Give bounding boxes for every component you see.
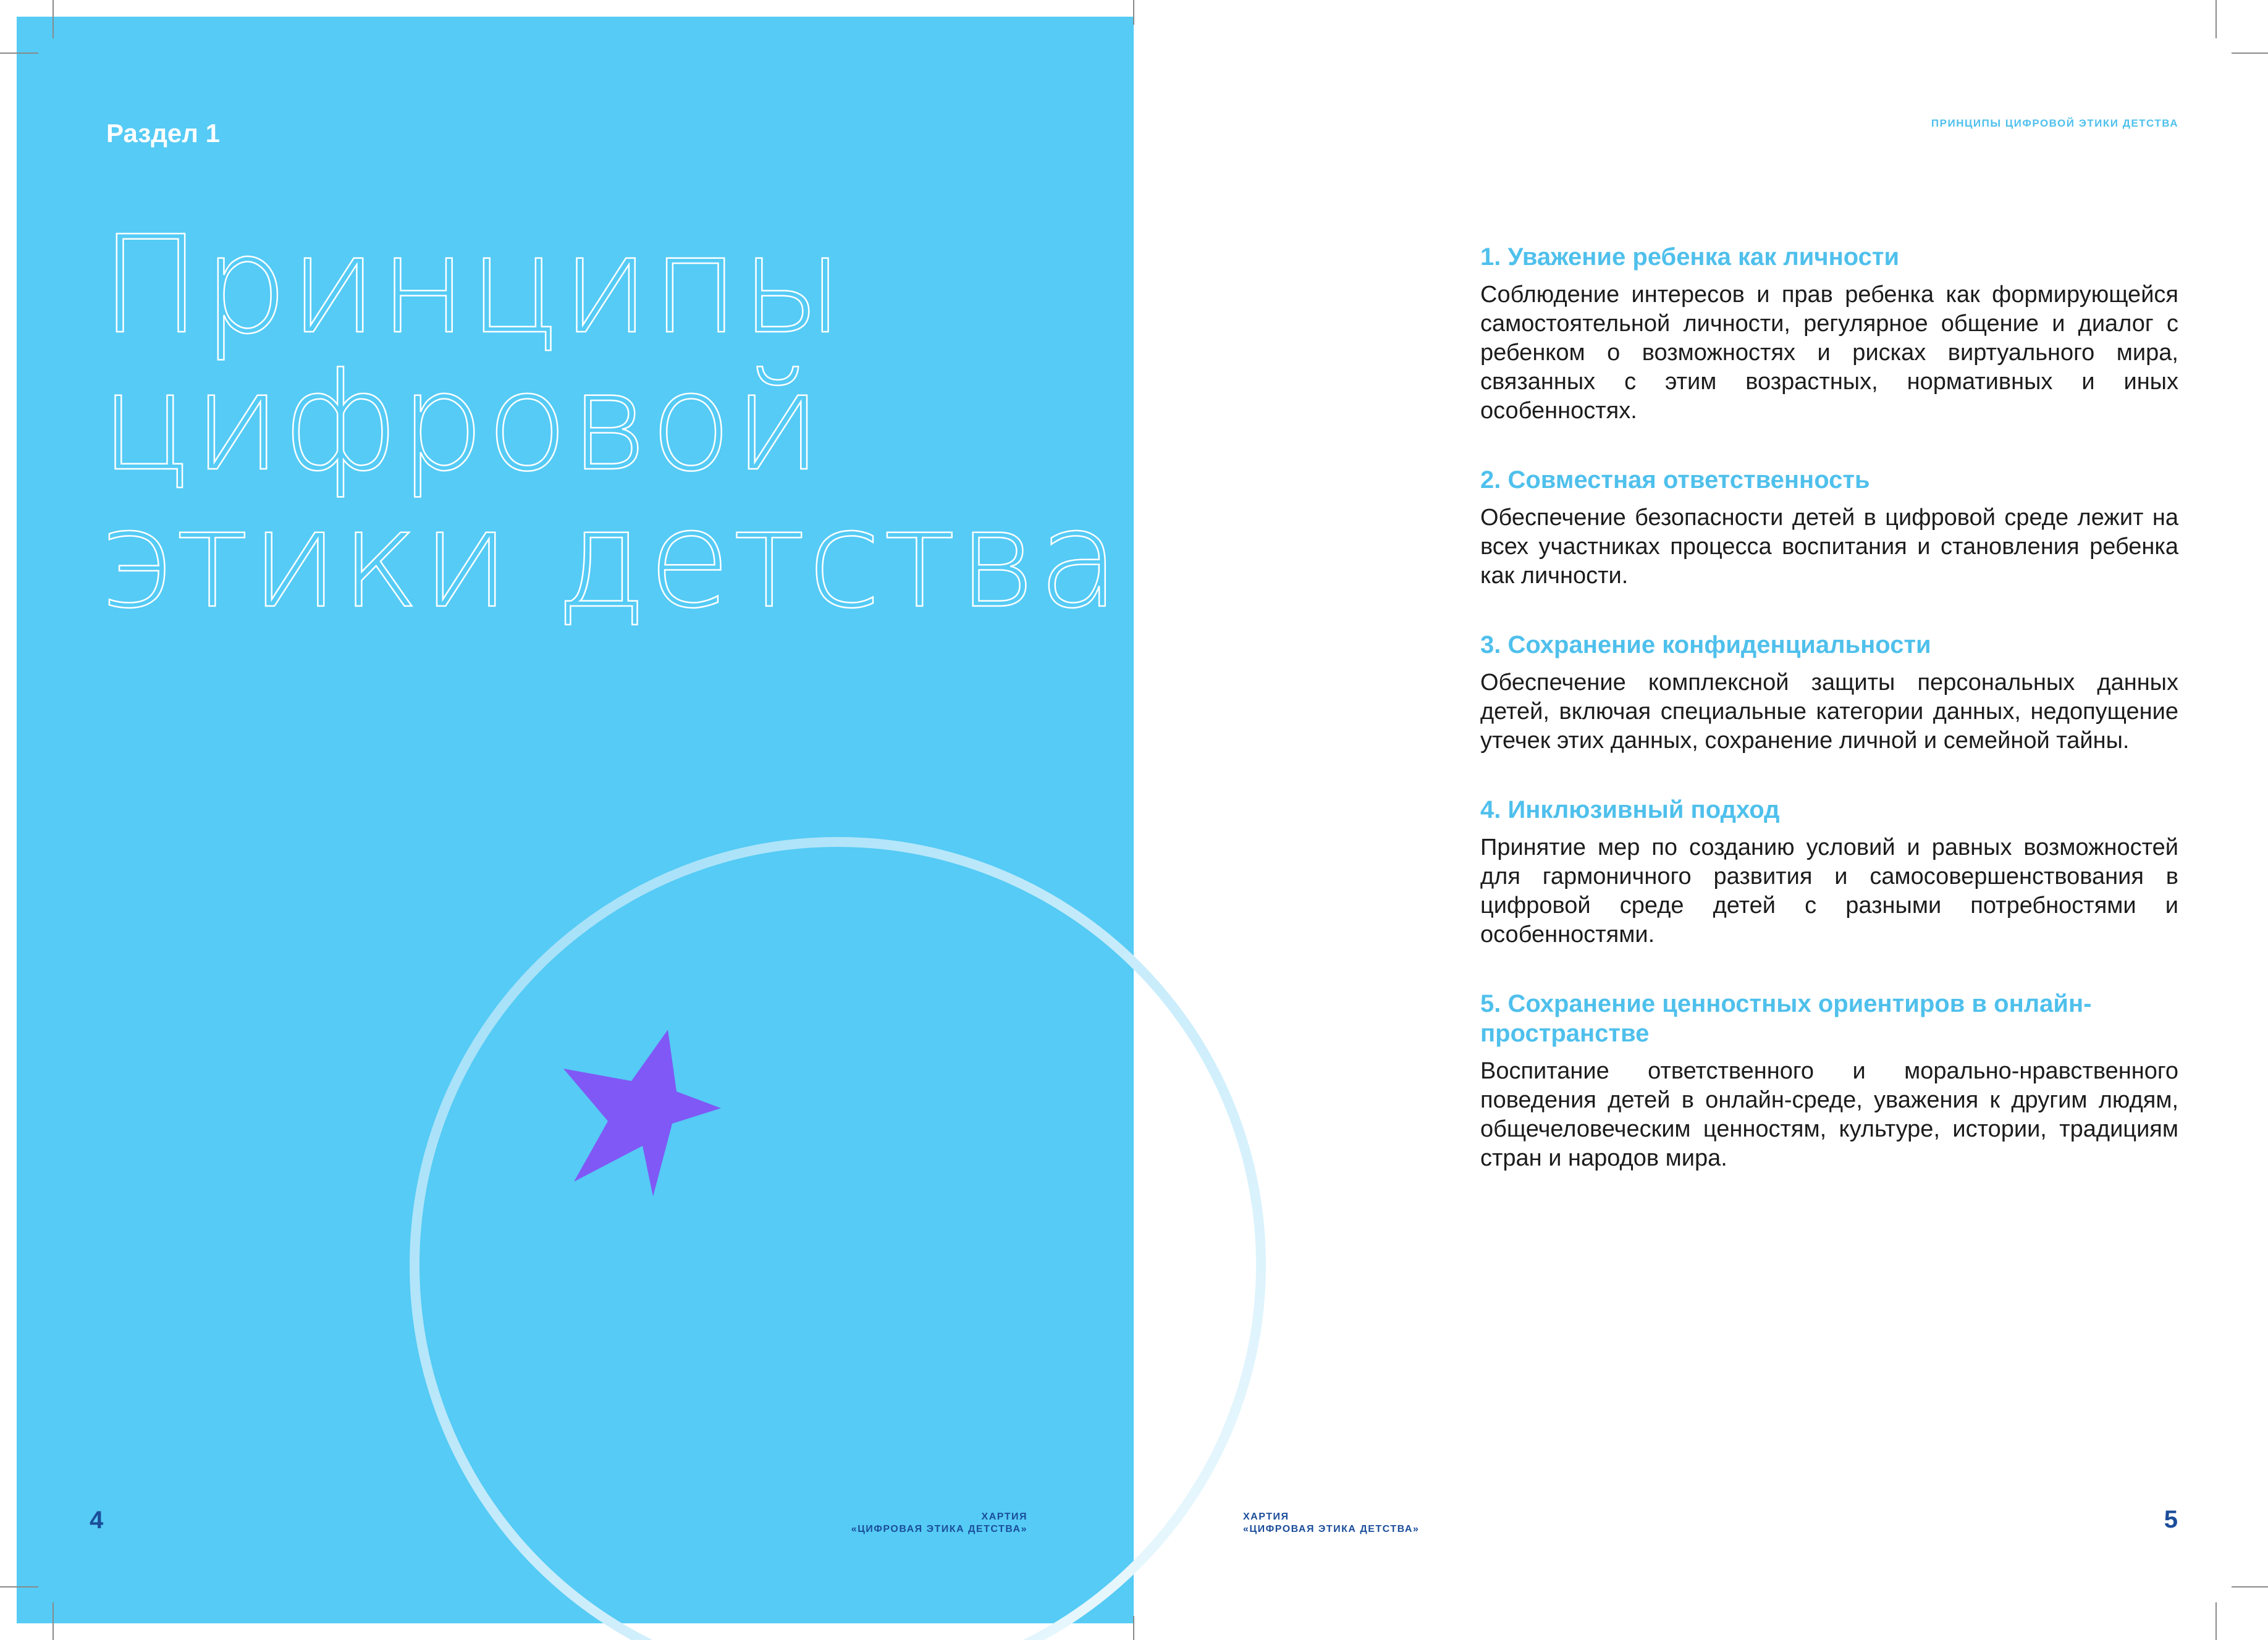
crop-mark xyxy=(2215,1602,2217,1640)
crop-mark xyxy=(1133,1616,1134,1640)
principle-body: Воспитание ответственного и морально-нравственного поведения детей в онлайн-среде, уважения к другим людям, общечеловеческим ценностям, культуре, истории, традициям стран и народов мира. xyxy=(1480,1058,2178,1171)
principle-body: Обеспечение комплексной защиты персональных данных детей, включая специальные категории данных, недопущение утечек этих данных, сохранение личной и семейной тайны. xyxy=(1480,670,2178,754)
footer-left-line-2: «ЦИФРОВАЯ ЭТИКА ДЕТСТВА» xyxy=(851,1524,1027,1534)
crop-mark xyxy=(1133,0,1134,25)
crop-mark xyxy=(53,0,54,38)
footer-left-line-1: ХАРТИЯ xyxy=(981,1512,1027,1522)
crop-mark xyxy=(2232,53,2268,54)
principle-body: Обеспечение безопасности детей в цифровой среде лежит на всех участниках процесса воспитания и становления ребенка как личности. xyxy=(1480,505,2178,589)
section-label: Раздел 1 xyxy=(106,119,220,148)
title-line-3: этики детства xyxy=(100,482,1122,638)
star-icon xyxy=(563,1030,724,1196)
principle-title: 1. Уважение ребенка как личности xyxy=(1480,243,1900,271)
crop-mark xyxy=(2232,1586,2268,1587)
principle-item xyxy=(1480,242,2178,426)
title-line-1: Принципы xyxy=(100,208,845,364)
running-head: ПРИНЦИПЫ ЦИФРОВОЙ ЭТИКИ ДЕТСТВА xyxy=(1931,117,2178,129)
title-line-2: цифровой xyxy=(100,345,824,501)
principle-title: 3. Сохранение конфиденциальности xyxy=(1480,631,1931,658)
crop-mark xyxy=(2215,0,2217,38)
footer-right-line-1: ХАРТИЯ xyxy=(1243,1512,1289,1522)
principle-item xyxy=(1480,630,2178,755)
crop-mark xyxy=(0,53,38,54)
principle-item xyxy=(1480,795,2178,949)
principle-title: 4. Инклюзивный подход xyxy=(1480,796,1780,823)
principle-body: Принятие мер по созданию условий и равных возможностей для гармоничного развития и самосовершенствования в цифровой среде детей с разными потребностями и особенностями. xyxy=(1480,835,2178,948)
principle-body: Соблюдение интересов и прав ребенка как формирующейся самостоятельной личности, регулярное общение и диалог с ребенком о возможностях и рисках виртуального мира, связанных с этим возрастных, нормативных и иных особенностях. xyxy=(1480,282,2178,424)
page-number-right: 5 xyxy=(2164,1506,2178,1533)
footer-left xyxy=(851,1511,1027,1536)
left-page xyxy=(17,17,1134,1623)
page-title xyxy=(100,208,1122,638)
principle-item xyxy=(1480,989,2178,1173)
principle-title: 5. Сохранение ценностных ориентиров в онлайн-пространстве xyxy=(1480,990,2092,1047)
principles-list xyxy=(1480,242,2178,1213)
footer-right-line-2: «ЦИФРОВАЯ ЭТИКА ДЕТСТВА» xyxy=(1243,1524,1420,1534)
crop-mark xyxy=(53,1602,54,1640)
principle-title: 2. Совместная ответственность xyxy=(1480,466,1870,494)
principle-item xyxy=(1480,465,2178,591)
page-number-left: 4 xyxy=(90,1507,104,1534)
crop-mark xyxy=(0,1586,38,1587)
footer-right xyxy=(1243,1511,1419,1536)
